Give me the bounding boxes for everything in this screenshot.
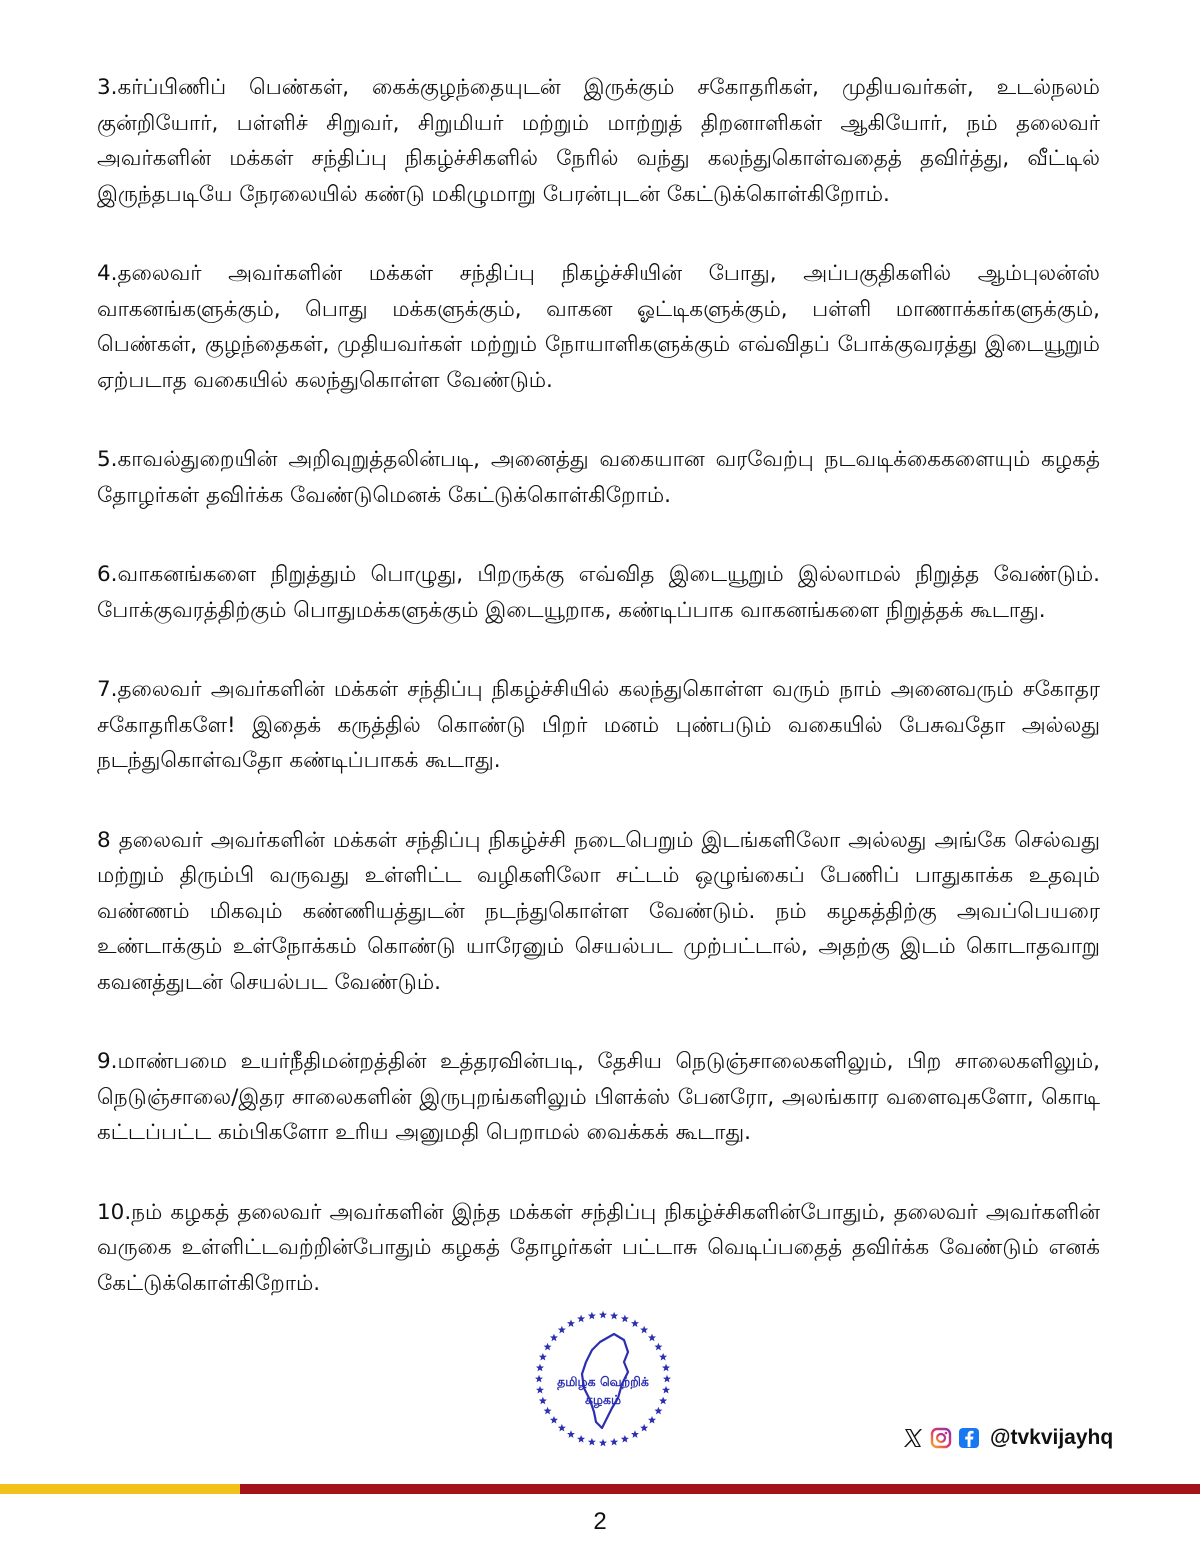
social-links: [902, 1424, 1113, 1452]
seal-star: [640, 1326, 648, 1334]
seal-star: [588, 1312, 596, 1320]
paragraph-8: 8 தலைவர் அவர்களின் மக்கள் சந்திப்பு நிகழ்ச்சி நடைபெறும் இடங்களிலோ அல்லது அங்கே செல்வது மற்றும் திரும்பி வருவது உள்ளிட்ட வழிகளிலோ சட்டம் ஒழுங்கைப் பேணிப் பாதுகாக்க உதவும் வண்ணம் மிகவும் கண்ணியத்துடன் நடந்துகொள்ள வேண்டும். நம் கழகத்திற்கு அவப்பெயரை உண்டாக்கும் உள்நோக்கம் கொண்டு யாரேனும் செயல்பட முற்பட்டால், அதற்கு இடம் கொடாதவாறு கவனத்துடன் செயல்பட வேண்டும்.: [97, 827, 1100, 995]
page-number: 2: [593, 1508, 607, 1535]
seal-star: [550, 1416, 558, 1424]
paragraph-4: 4.தலைவர் அவர்களின் மக்கள் சந்திப்பு நிகழ்ச்சியின் போது, அப்பகுதிகளில் ஆம்புலன்ஸ் வாகனங்களுக்கும், பொது மக்களுக்கும், வாகன ஓட்டிகளுக்கும், பள்ளி மாணாக்கர்களுக்கும், பெண்கள், குழந்தைகள், முதியவர்கள் மற்றும் நோயாளிகளுக்கும் எவ்விதப் போக்குவரத்து இடையூறும் ஏற்படாத வகையில் கலந்துகொள்ள வேண்டும்.: [97, 261, 1100, 393]
seal-text-line2: கழகம்: [584, 1392, 622, 1407]
paragraph-10: 10.நம் கழகத் தலைவர் அவர்களின் இந்த மக்கள் சந்திப்பு நிகழ்ச்சிகளின்போதும், தலைவர் அவர்களின் வருகை உள்ளிட்டவற்றின்போதும் கழகத் தோழர்கள் பட்டாசு வெடிப்பதைத் தவிர்க்க வேண்டும் எனக் கேட்டுக்கொள்கிறோம்.: [97, 1199, 1100, 1296]
seal-star: [640, 1424, 648, 1432]
seal-star: [654, 1407, 662, 1415]
seal-star: [599, 1439, 607, 1447]
seal-star: [621, 1435, 629, 1443]
party-seal-image: [528, 1304, 678, 1454]
seal-star: [654, 1343, 662, 1351]
seal-star: [558, 1326, 566, 1334]
paragraph-7: 7.தலைவர் அவர்களின் மக்கள் சந்திப்பு நிகழ்ச்சியில் கலந்துகொள்ள வரும் நாம் அனைவரும் சகோதர சகோதரிகளே! இதைக் கருத்தில் கொண்டு பிறர் மனம் புண்படும் வகையில் பேசுவதோ அல்லது நடந்துகொள்வதோ கண்டிப்பாகக் கூடாது.: [97, 677, 1100, 773]
seal-star: [588, 1438, 596, 1446]
seal-star: [662, 1386, 670, 1394]
seal-star: [539, 1353, 547, 1361]
document-body: [97, 70, 1100, 1345]
seal-star: [610, 1438, 618, 1446]
seal-star: [535, 1375, 543, 1383]
seal-star: [544, 1343, 552, 1351]
seal-star: [558, 1424, 566, 1432]
seal-star: [536, 1364, 544, 1372]
seal-star: [631, 1430, 639, 1438]
seal-star: [577, 1435, 585, 1443]
seal-star: [577, 1315, 585, 1323]
paragraph-9: 9.மாண்பமை உயர்நீதிமன்றத்தின் உத்தரவின்படி, தேசிய நெடுஞ்சாலைகளிலும், பிற சாலைகளிலும், நெடுஞ்சாலை/இதர சாலைகளின் இருபுறங்களிலும் பிளக்ஸ் பேனரோ, அலங்கார வளைவுகளோ, கொடி கட்டப்பட்ட கம்பிகளோ உரிய அனுமதி பெறாமல் வைக்கக் கூடாது.: [97, 1049, 1100, 1145]
paragraph-5: 5.காவல்துறையின் அறிவுறுத்தலின்படி, அனைத்து வகையான வரவேற்பு நடவடிக்கைகளையும் கழகத் தோழர்கள் தவிர்க்க வேண்டுமெனக் கேட்டுக்கொள்கிறோம்.: [97, 447, 1100, 508]
seal-star: [648, 1416, 656, 1424]
facebook-icon[interactable]: [958, 1427, 980, 1449]
seal-star: [659, 1397, 667, 1405]
seal-star: [539, 1397, 547, 1405]
seal-text-line1: தமிழக வெற்றிக்: [557, 1374, 649, 1389]
seal-star: [662, 1364, 670, 1372]
paragraph-3: 3.கர்ப்பிணிப் பெண்கள், கைக்குழந்தையுடன் இருக்கும் சகோதரிகள், முதியவர்கள், உடல்நலம் குன்றியோர், பள்ளிச் சிறுவர், சிறுமியர் மற்றும் மாற்றுத் திறனாளிகள் ஆகியோர், நம் தலைவர் அவர்களின் மக்கள் சந்திப்பு நிகழ்ச்சிகளில் நேரில் வந்து கலந்துகொள்வதைத் தவிர்த்து, வீட்டில் இருந்தபடியே நேரலையில் கண்டு மகிழுமாறு பேரன்புடன் கேட்டுக்கொள்கிறோம்.: [97, 75, 1100, 207]
x-icon[interactable]: [902, 1427, 924, 1449]
seal-star: [631, 1319, 639, 1327]
seal-star: [567, 1430, 575, 1438]
social-handle[interactable]: @tvkvijayhq: [990, 1426, 1114, 1449]
seal-star: [659, 1353, 667, 1361]
seal-star: [663, 1375, 671, 1383]
seal-star: [610, 1312, 618, 1320]
footer-stripe-yellow: [0, 1484, 240, 1494]
seal-star: [648, 1334, 656, 1342]
seal-star: [544, 1407, 552, 1415]
seal-star: [599, 1311, 607, 1319]
seal-star: [621, 1315, 629, 1323]
instagram-icon[interactable]: [930, 1427, 952, 1449]
seal-star: [567, 1319, 575, 1327]
party-seal: [528, 1304, 678, 1454]
seal-star: [536, 1386, 544, 1394]
paragraph-6: 6.வாகனங்களை நிறுத்தும் பொழுது, பிறருக்கு எவ்வித இடையூறும் இல்லாமல் நிறுத்த வேண்டும். போக்குவரத்திற்கும் பொதுமக்களுக்கும் இடையூறாக, கண்டிப்பாக வாகனங்களை நிறுத்தக் கூடாது.: [97, 562, 1100, 623]
footer-stripe-red: [240, 1484, 1200, 1494]
seal-star: [550, 1334, 558, 1342]
